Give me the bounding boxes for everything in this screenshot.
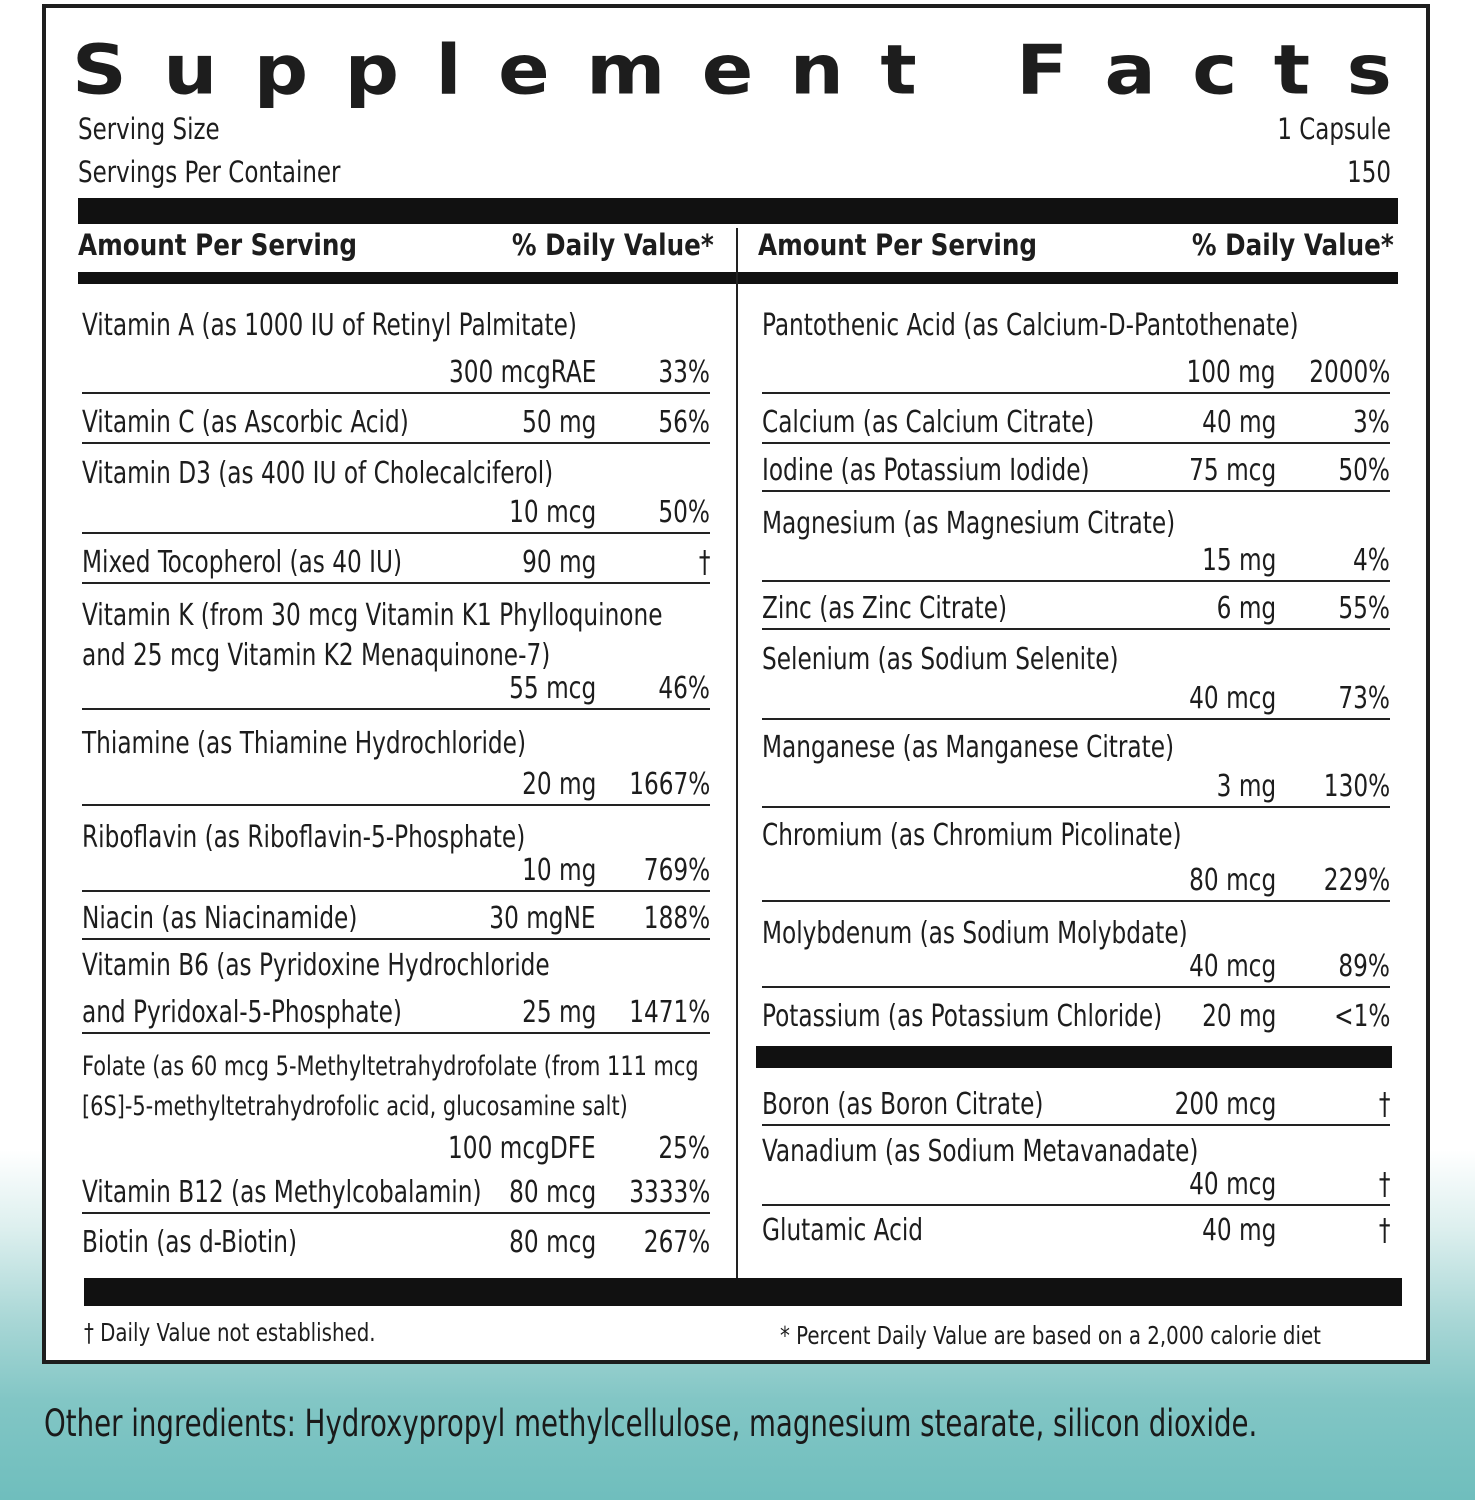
right-nutrient-name: Potassium (as Potassium Chloride) [762,999,1163,1034]
left-nutrient-name: Vitamin C (as Ascorbic Acid) [82,405,409,440]
left-nutrient-name: Vitamin K (from 30 mcg Vitamin K1 Phylloquinone [82,598,663,633]
right-nutrient-amount: 40 mcg [1188,949,1276,984]
left-nutrient-row [82,942,710,1034]
dagger-footnote: † Daily Value not established. [84,1318,376,1347]
serving-size-label: Serving Size [78,112,220,146]
right-extra-nutrient-daily-value: † [1378,1167,1390,1202]
left-nutrient-amount: 90 mg [521,545,596,580]
right-extra-nutrient-daily-value: † [1378,1087,1390,1122]
right-nutrient-amount: 3 mg [1216,769,1276,804]
right-nutrient-row [762,720,1390,808]
left-nutrient-daily-value: 1471% [628,995,710,1030]
right-nutrient-row [762,808,1390,902]
left-nutrient-name: Folate (as 60 mcg 5-Methyltetrahydrofolate (from 111 mcg [82,1051,699,1082]
column-divider [736,228,738,1284]
right-nutrient-daily-value: 229% [1323,863,1390,898]
left-dv-header: % Daily Value* [511,228,714,262]
right-nutrient-daily-value: <1% [1333,999,1390,1034]
left-nutrient-daily-value: 56% [658,405,710,440]
left-nutrient-daily-value: 188% [643,901,710,936]
right-nutrient-row [762,992,1390,1036]
left-nutrient-amount: 300 mcgRAE [448,355,596,390]
right-nutrient-amount: 15 mg [1201,543,1276,578]
right-extra-nutrient-name: Boron (as Boron Citrate) [762,1087,1044,1122]
right-extra-nutrient-amount: 40 mg [1201,1213,1276,1248]
right-nutrient-name: Magnesium (as Magnesium Citrate) [762,506,1176,541]
right-column-header [758,228,1394,262]
left-column-header [78,228,714,262]
left-nutrient-name-line2: [6S]-5-methyltetrahydrofolic acid, glucosamine salt) [82,1091,628,1122]
left-nutrient-row [82,1170,710,1214]
left-nutrient-row [82,446,710,534]
right-nutrient-amount: 20 mg [1201,999,1276,1034]
title-letter: e [701,29,754,110]
right-nutrient-daily-value: 2000% [1308,355,1390,390]
left-nutrient-amount: 10 mg [521,853,596,888]
title-letter: S [72,29,127,110]
right-nutrient-daily-value: 4% [1353,543,1390,578]
right-nutrient-name: Iodine (as Potassium Iodide) [762,453,1090,488]
title-letter: F [1016,29,1069,110]
title-letter [953,27,979,113]
left-nutrient-name: Thiamine (as Thiamine Hydrochloride) [82,726,527,761]
left-nutrient-row [82,538,710,584]
right-nutrient-row [762,496,1390,582]
left-nutrient-daily-value: 3333% [628,1175,710,1210]
right-amount-header: Amount Per Serving [758,228,1038,262]
title-letter: c [1192,29,1238,110]
serving-size-value: 1 Capsule [1277,112,1391,146]
left-nutrient-row [82,398,710,444]
title-letter: s [1346,29,1392,110]
left-nutrient-name-line2: and 25 mcg Vitamin K2 Menaquinone-7) [82,638,551,673]
left-nutrient-amount: 55 mcg [508,671,596,706]
right-thick-divider [756,1046,1392,1068]
right-extra-nutrient-row [762,1124,1390,1206]
right-extra-nutrient-row [762,1080,1390,1126]
left-nutrient-name: Vitamin A (as 1000 IU of Retinyl Palmitate) [82,308,577,343]
title-letter: n [789,29,844,110]
left-nutrient-name: Biotin (as d-Biotin) [82,1225,298,1260]
panel-title [72,22,1392,118]
right-nutrient-name: Calcium (as Calcium Citrate) [762,405,1095,440]
left-nutrient-amount: 20 mg [521,767,596,802]
right-nutrient-name: Selenium (as Sodium Selenite) [762,642,1119,677]
left-nutrient-daily-value: 267% [643,1225,710,1260]
title-letter: t [880,29,917,110]
left-nutrient-amount: 25 mg [521,995,596,1030]
right-nutrient-amount: 6 mg [1216,591,1276,626]
servings-per-container-label: Servings Per Container [78,155,341,189]
right-nutrient-amount: 100 mg [1186,355,1276,390]
left-nutrient-name: Mixed Tocopherol (as 40 IU) [82,545,403,580]
right-dv-header: % Daily Value* [1191,228,1394,262]
right-extra-nutrient-name: Vanadium (as Sodium Metavanadate) [762,1134,1199,1169]
header-divider [78,272,1398,284]
title-letter: t [1273,29,1311,110]
title-letter: a [1104,29,1156,110]
right-nutrient-daily-value: 130% [1323,769,1390,804]
left-nutrient-daily-value: † [698,545,710,580]
left-nutrient-amount: 80 mcg [508,1225,596,1260]
right-nutrient-name: Manganese (as Manganese Citrate) [762,730,1175,765]
left-nutrient-row [82,588,710,710]
left-nutrient-row [82,810,710,892]
left-nutrient-daily-value: 25% [658,1131,710,1166]
left-nutrient-amount: 10 mcg [508,495,596,530]
left-nutrient-daily-value: 769% [643,853,710,888]
left-nutrient-row [82,298,710,394]
right-extra-nutrient-daily-value: † [1378,1213,1390,1248]
servings-per-container-row [78,155,1391,189]
right-nutrient-row [762,584,1390,630]
left-nutrient-amount: 100 mcgDFE [448,1131,596,1166]
right-extra-nutrient-row [762,1206,1390,1250]
title-letter: l [435,29,462,110]
right-extra-nutrient-amount: 200 mcg [1174,1087,1276,1122]
left-nutrient-amount: 30 mgNE [489,901,596,936]
left-nutrient-name: Vitamin B6 (as Pyridoxine Hydrochloride [82,948,550,983]
left-nutrient-name-line2: and Pyridoxal-5-Phosphate) [82,995,402,1030]
right-nutrient-daily-value: 50% [1338,453,1390,488]
right-nutrient-amount: 80 mcg [1188,863,1276,898]
right-nutrient-daily-value: 3% [1353,405,1390,440]
right-nutrient-row [762,632,1390,720]
serving-size-row [78,112,1391,146]
right-nutrient-row [762,446,1390,492]
left-nutrient-row [82,716,710,806]
title-letter: p [344,29,400,110]
right-nutrient-name: Molybdenum (as Sodium Molybdate) [762,916,1188,951]
left-nutrient-name: Vitamin D3 (as 400 IU of Cholecalciferol) [82,456,554,491]
title-letter: m [586,29,666,110]
right-extra-nutrient-name: Glutamic Acid [762,1213,924,1248]
right-nutrient-row [762,298,1390,394]
right-nutrient-amount: 40 mg [1201,405,1276,440]
thick-divider-top [78,198,1398,224]
left-nutrient-daily-value: 1667% [628,767,710,802]
right-nutrient-daily-value: 73% [1338,681,1390,716]
right-nutrient-row [762,906,1390,988]
left-nutrient-daily-value: 33% [658,355,710,390]
right-nutrient-name: Pantothenic Acid (as Calcium-D-Pantothenate) [762,308,1299,343]
right-nutrient-amount: 75 mcg [1188,453,1276,488]
right-nutrient-name: Zinc (as Zinc Citrate) [762,591,1008,626]
title-letter: p [253,29,309,110]
title-letter: u [163,29,218,110]
left-nutrient-amount: 80 mcg [508,1175,596,1210]
left-nutrient-name: Vitamin B12 (as Methylcobalamin) [82,1175,482,1210]
left-nutrient-row [82,1038,710,1168]
other-ingredients: Other ingredients: Hydroxypropyl methylcellulose, magnesium stearate, silicon dioxide. [44,1402,1258,1445]
title-letter: e [498,29,550,110]
right-extra-nutrient-amount: 40 mcg [1188,1167,1276,1202]
right-nutrient-row [762,398,1390,444]
right-nutrient-amount: 40 mcg [1188,681,1276,716]
right-nutrient-daily-value: 55% [1338,591,1390,626]
supplement-facts-panel [42,4,1430,1364]
percent-footnote: * Percent Daily Value are based on a 2,000 calorie diet [780,1321,1321,1350]
left-nutrient-daily-value: 50% [658,495,710,530]
left-nutrient-row [82,894,710,940]
left-nutrient-name: Riboflavin (as Riboflavin-5-Phosphate) [82,820,526,855]
servings-per-container-value: 150 [1347,155,1391,189]
right-nutrient-name: Chromium (as Chromium Picolinate) [762,818,1182,853]
left-amount-header: Amount Per Serving [78,228,358,262]
left-nutrient-amount: 50 mg [521,405,596,440]
left-nutrient-row [82,1218,710,1262]
right-nutrient-daily-value: 89% [1338,949,1390,984]
thick-divider-bottom [84,1278,1402,1306]
left-nutrient-name: Niacin (as Niacinamide) [82,901,358,936]
left-nutrient-daily-value: 46% [658,671,710,706]
